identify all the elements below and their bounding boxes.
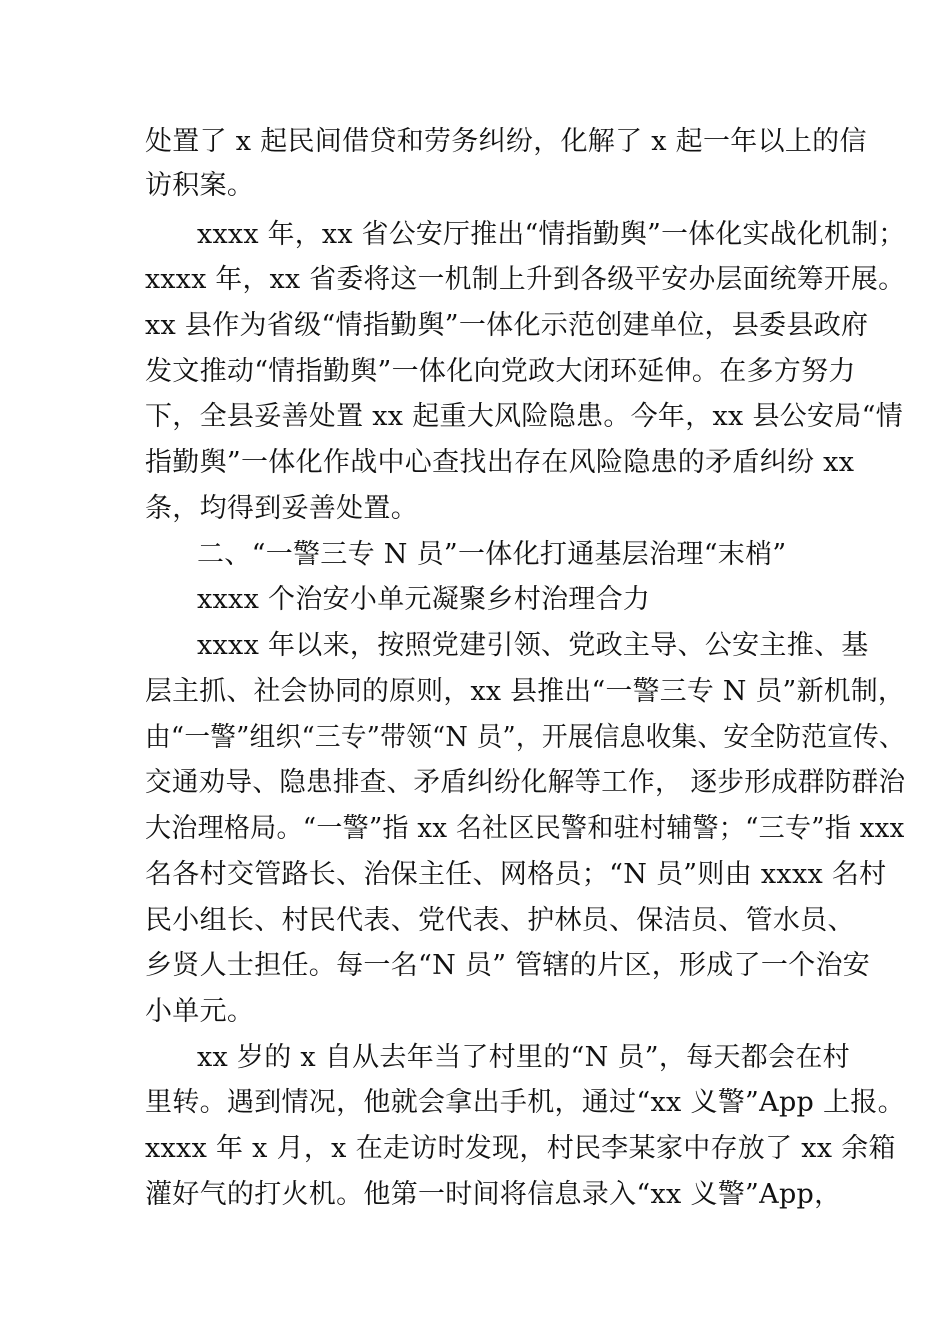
subsection-heading: xxxx 个治安小单元凝聚乡村治理合力 xyxy=(197,584,651,615)
section-heading: 二、“一警三专 N 员”一体化打通基层治理“末梢” xyxy=(197,539,787,570)
text-line: 发文推动“情指勤舆”一体化向党政大闭环延伸。在多方努力 xyxy=(145,356,856,387)
text-line: 小单元。 xyxy=(145,996,255,1027)
text-line: 大治理格局。“一警”指 xx 名社区民警和驻村辅警；“三专”指 xxx xyxy=(145,813,905,844)
text-line: 条，均得到妥善处置。 xyxy=(145,493,418,524)
text-line: 灌好气的打火机。他第一时间将信息录入“xx 义警”App， xyxy=(145,1179,842,1210)
text-line: 乡贤人士担任。每一名“N 员” 管辖的片区，形成了一个治安 xyxy=(145,950,871,981)
text-line: xxxx 年，xx 省委将这一机制上升到各级平安办层面统筹开展。 xyxy=(145,264,906,295)
text-line: 交通劝导、隐患排查、矛盾纠纷化解等工作， 逐步形成群防群治 xyxy=(145,767,906,798)
text-line: 层主抓、社会协同的原则，xx 县推出“一警三专 N 员”新机制， xyxy=(145,676,906,707)
text-line: 民小组长、村民代表、党代表、护林员、保洁员、管水员、 xyxy=(145,905,855,936)
text-line: 下，全县妥善处置 xx 起重大风险隐患。今年，xx 县公安局“情 xyxy=(145,401,904,432)
text-line: xx 岁的 x 自从去年当了村里的“N 员”，每天都会在村 xyxy=(197,1042,850,1073)
text-line: xx 县作为省级“情指勤舆”一体化示范创建单位，县委县政府 xyxy=(145,310,869,341)
text-line: xxxx 年 x 月，x 在走访时发现，村民李某家中存放了 xx 余箱 xyxy=(145,1133,896,1164)
text-line: 由“一警”组织“三专”带领“N 员”，开展信息收集、安全防范宣传、 xyxy=(145,722,905,753)
text-line: 指勤舆”一体化作战中心查找出存在风险隐患的矛盾纠纷 xx xyxy=(145,447,855,478)
text-line: 处置了 x 起民间借贷和劳务纠纷，化解了 x 起一年以上的信 xyxy=(145,126,867,157)
text-line: xxxx 年以来，按照党建引领、党政主导、公安主推、基 xyxy=(197,630,869,661)
text-line: xxxx 年，xx 省公安厅推出“情指勤舆”一体化实战化机制； xyxy=(197,219,906,250)
text-line: 访积案。 xyxy=(145,170,255,201)
text-line: 名各村交管路长、治保主任、网格员；“N 员”则由 xxxx 名村 xyxy=(145,859,887,890)
text-line: 里转。遇到情况，他就会拿出手机，通过“xx 义警”App 上报。 xyxy=(145,1087,905,1118)
